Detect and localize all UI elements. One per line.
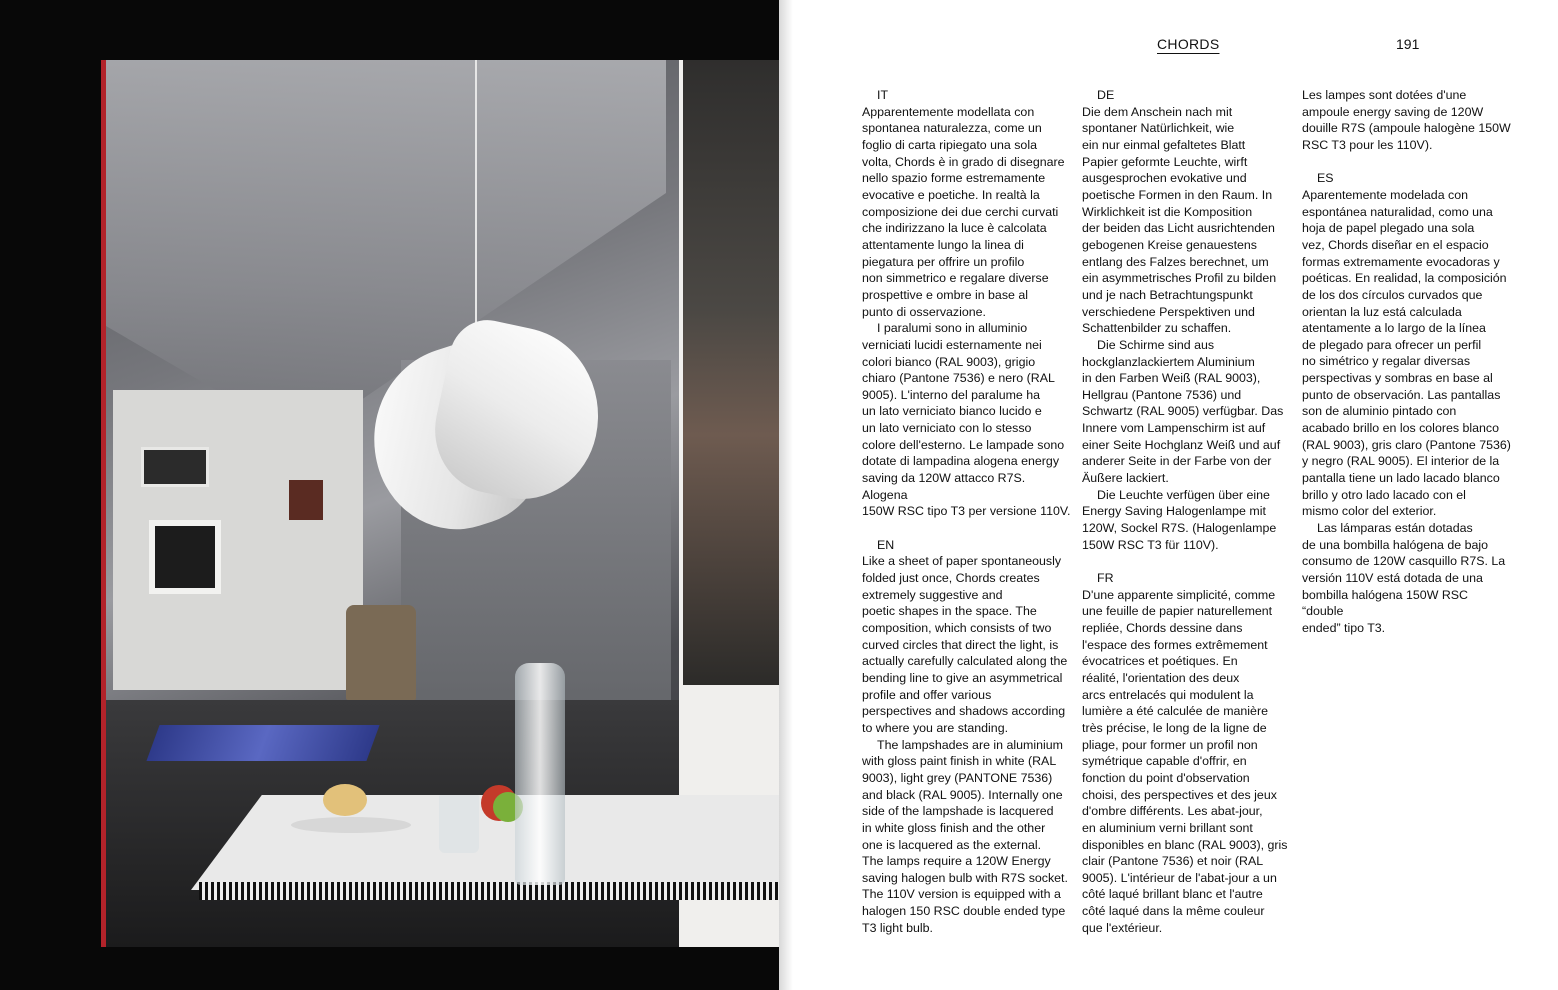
paragraph-en-2: The lampshades are in aluminium with gloss paint finish in white (RAL 9003), light grey (PANTONE 7536) and black (RAL 9005). Internally one side of the lampshade is lacquered in white gloss finish and the other one is lacquered as the external. The lamps require a 120W Energy saving halogen bulb with R7S socket. The 110V version is equipped with a halogen 150 RSC double ended type T3 light bulb. xyxy=(862,737,1068,935)
photo-glass xyxy=(439,795,479,853)
lamp-cable xyxy=(475,60,477,330)
photo-fruit xyxy=(323,784,367,816)
paragraph-de-1: Die dem Anschein nach mit spontaner Natürlichkeit, wie ein nur einmal gefaltetes Blatt Papier geformte Leuchte, wirft ausgesprochen evokative und poetische Formen in den Raum. In Wirklichkeit ist die Komposition der beiden das Licht ausrichtenden gebogenen Kreise genauestens entlang des Falzes berechnet, um ein asymmetrisches Profil zu bilden und je nach Betrachtungspunkt verschiedene Perspektiven und Schattenbilder zu schaffen. xyxy=(1082,104,1277,336)
photo-bottle xyxy=(515,663,565,885)
text-column-2 xyxy=(1082,87,1292,936)
page-number: 191 xyxy=(1396,36,1420,52)
photo-wall-frame xyxy=(289,480,323,520)
page-title: CHORDS xyxy=(1157,36,1220,52)
paragraph-en-1: Like a sheet of paper spontaneously folded just once, Chords creates extremely suggestive and poetic shapes in the space. The composition, which consists of two curved circles that direct the light, is actually carefully calculated along the bending line to give an asymmetrical profile and offer various perspectives and shadows according to where you are standing. xyxy=(862,554,1068,735)
photo-wall-frame xyxy=(141,447,209,487)
paragraph-it-2: I paralumi sono in alluminio verniciati lucidi esternamente nei colori bianco (RAL 9003), grigio chiaro (Pantone 7536) e nero (RAL 9005). L'interno del paralume ha un lato verniciato bianco lucido e un lato verniciato con lo stesso colore dell'esterno. Le lampade sono dotate di lampadina alogena energy saving da 120W attacco R7S. Alogena 150W RSC tipo T3 per versione 110V. xyxy=(862,321,1071,519)
paragraph-es-1: Aparentemente modelada con espontánea naturalidad, como una hoja de papel plegado una sola vez, Chords diseñar en el espacio formas extremamente evocadoras y poéticas. En realidad, la composición de los dos círculos curvados que orientan la luz está calculada atentamente a lo largo de la línea de plegado para ofrecer un perfil no simétrico y regalar diversas perspectivas y sombras en base al punto de observación. Las pantallas son de aluminio pintado con acabado brillo en los colores blanco (RAL 9003), gris claro (Pantone 7536) y negro (RAL 9005). El interior de la pantalla tiene un lado lacado blanco brillo y otro lado lacado con el mismo color del exterior. xyxy=(1302,187,1511,519)
photo-rug xyxy=(146,725,379,761)
language-label-fr: FR xyxy=(1097,571,1114,586)
photo-chair xyxy=(346,605,416,700)
book-gutter xyxy=(779,0,793,990)
photo-red-edge xyxy=(101,60,106,947)
paragraph-fr-2: Les lampes sont dotées d'une ampoule energy saving de 120W douille R7S (ampoule halogène 150W RSC T3 pour les 110V). xyxy=(1302,88,1511,152)
paragraph-de-2: Die Schirme sind aus hockglanzlackiertem Aluminium in den Farben Weiß (RAL 9003), Hellgrau (Pantone 7536) und Schwartz (RAL 9005) verfügbar. Das Innere vom Lampenschirm ist auf einer Seite Hochglanz Weiß und auf anderer Seite in der Farbe von der Äußere lackiert. xyxy=(1082,337,1284,486)
paragraph-it-1: Apparentemente modellata con spontanea naturalezza, come un foglio di carta ripiegato una sola volta, Chords è in grado di disegnare nello spazio forme estremamente evocative e poetiche. In realtà la composizione dei due cerchi curvati che indirizzano la luce è calcolata attentamente lungo la linea di piegatura per offrire un profilo non simmetrico e regalare diverse prospettive e ombre in base al punto di osservazione. xyxy=(862,104,1065,319)
lamp-photo xyxy=(101,60,779,947)
paragraph-fr-1: D'une apparente simplicité, comme une feuille de papier naturellement repliée, Chords dessine dans l'espace des formes extrêmement évocatrices et poétiques. En réalité, l'orientation des deux arcs entrelacés qui modulent la lumière a été calculée de manière très précise, le long de la ligne de pliage, pour former un profil non symétrique capable d'offrir, en fonction du point d'observation choisi, des perspectives et des jeux d'ombre différents. Les abat-jour, en aluminium verni brillant sont disponibles en blanc (RAL 9003), gris clair (Pantone 7536) et noir (RAL 9005). L'intérieur de l'abat-jour a un côté laqué brillant blanc et l'autre côté laqué dans la même couleur que l'extérieur. xyxy=(1082,587,1288,935)
paragraph-es-2: Las lámparas están dotadas de una bombilla halógena de bajo consumo de 120W casquillo R7S. La versión 110V está dotada de una bombilla halógena 150W RSC “double ended” tipo T3. xyxy=(1302,521,1506,635)
paragraph-de-3: Die Leuchte verfügen über eine Energy Saving Halogenlampe mit 120W, Sockel R7S. (Halogenlampe 150W RSC T3 für 110V). xyxy=(1082,487,1277,552)
language-label-de: DE xyxy=(1097,88,1115,102)
photo-wall-frame xyxy=(149,520,221,594)
language-label-es: ES xyxy=(1317,171,1334,186)
photo-table-edge xyxy=(199,882,779,900)
chords-lamp xyxy=(369,328,599,528)
text-column-3 xyxy=(1302,87,1512,637)
text-column-1 xyxy=(862,87,1072,936)
photo-plate xyxy=(291,817,411,833)
language-label-en: EN xyxy=(877,537,895,552)
photo-right-inset xyxy=(683,60,779,685)
language-label-it: IT xyxy=(877,88,889,102)
